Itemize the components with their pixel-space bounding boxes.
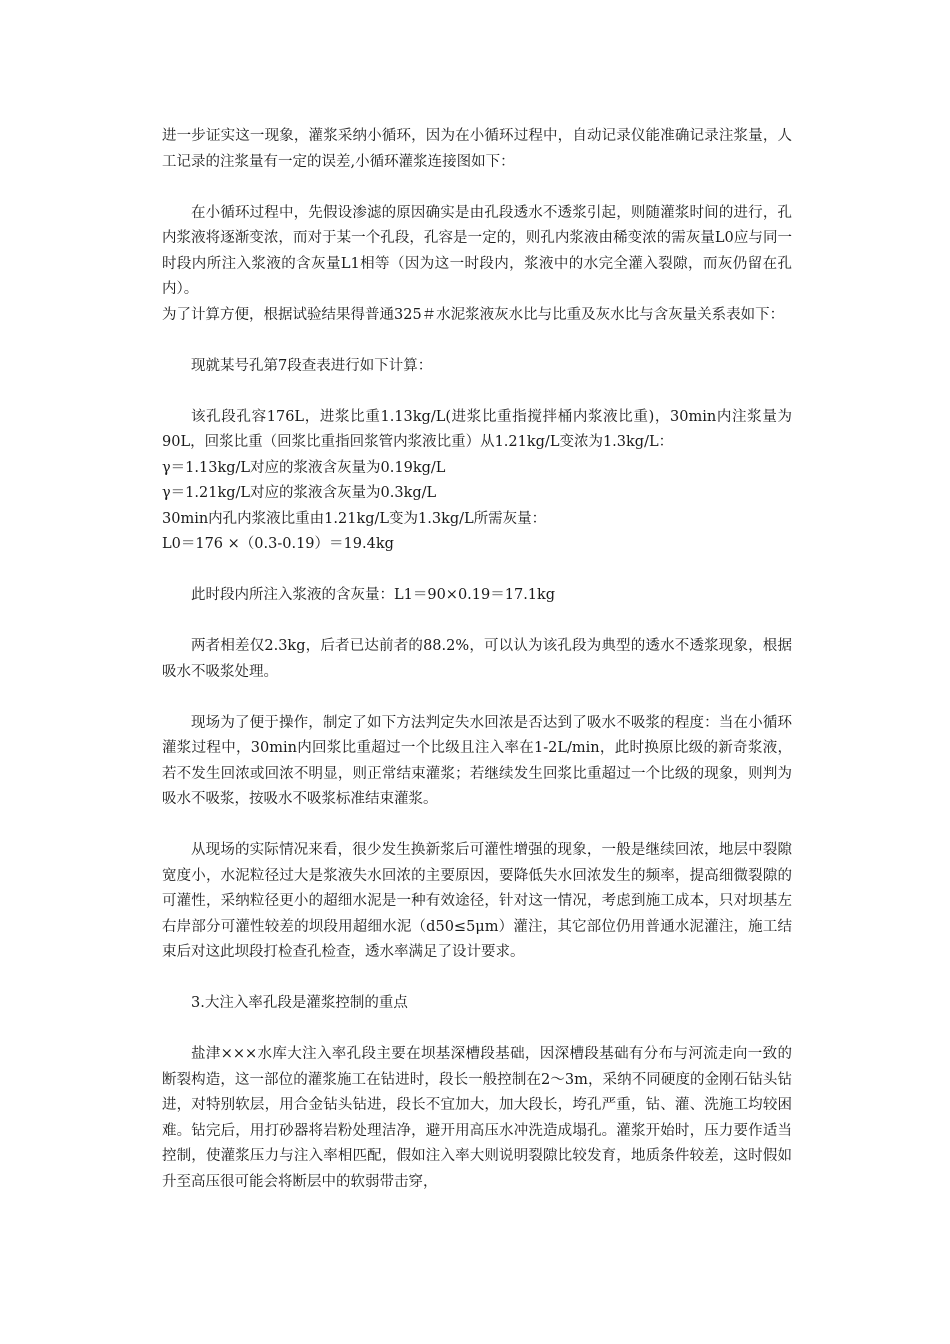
paragraph-calc-intro: 现就某号孔第7段查表进行如下计算：: [191, 357, 433, 374]
paragraph-table-intro: 为了计算方便，根据试验结果得普通325＃水泥浆液灰水比与比重及灰水比与含灰量关系表如下：: [162, 306, 785, 323]
spacer: [162, 328, 792, 354]
spacer: [162, 685, 792, 711]
paragraph-method: 现场为了便于操作，制定了如下方法判定失水回浓是否达到了吸水不吸浆的程度：当在小循环灌浆过程中，30min内回浆比重超过一个比级且注入率在1-2L/min，此时换原比级的新奇浆液，若不发生回浓或回浓不明显，则正常结束灌浆；若继续发生回浆比重超过一个比级的现象，则判为吸水不吸浆，按吸水不吸浆标准结束灌浆。: [162, 714, 792, 807]
spacer: [162, 379, 792, 405]
spacer: [162, 558, 792, 584]
formula-line: 30min内孔内浆液比重由1.21kg/L变为1.3kg/L所需灰量：: [162, 510, 547, 527]
section-heading: 3.大注入率孔段是灌浆控制的重点: [191, 995, 408, 1011]
paragraph-intro: 进一步证实这一现象，灌浆采纳小循环，因为在小循环过程中，自动记录仪能准确记录注浆量，人工记录的注浆量有一定的误差,小循环灌浆连接图如下：: [162, 128, 792, 170]
paragraph-hole-data: 该孔段孔容176L，进浆比重1.13kg/L(进浆比重指搅拌桶内浆液比重)，30min内注浆量为90L，回浆比重（回浆比重指回浆管内浆液比重）从1.21kg/L变浓为1.3kg/L：: [162, 408, 792, 450]
spacer: [162, 966, 792, 992]
paragraph-large-injection: 盐津×××水库大注入率孔段主要在坝基深槽段基础，因深槽段基础有分布与河流走向一致的断裂构造，这一部位的灌浆施工在钻进时，段长一般控制在2～3m，采纳不同硬度的金刚石钻头钻进，对特别软层，用合金钻头钻进，段长不宜加大，加大段长，垮孔严重，钻、灌、洗施工均较困难。钻完后，用打砂器将岩粉处理洁净，避开用高压水冲洗造成塌孔。灌浆开始时，压力要作适当控制，使灌浆压力与注入率相匹配，假如注入率大则说明裂隙比较发育，地质条件较差，这时假如升至高压很可能会将断层中的软弱带击穿，: [162, 1046, 792, 1190]
paragraph-observation: 从现场的实际情况来看，很少发生换新浆后可灌性增强的现象，一般是继续回浓，地层中裂隙宽度小，水泥粒径过大是浆液失水回浓的主要原因，要降低失水回浓发生的频率，提高细微裂隙的可灌性，采纳粒径更小的超细水泥是一种有效途径，针对这一情况，考虑到施工成本，只对坝基左右岸部分可灌性较差的坝段用超细水泥（d50≤5μm）灌注，其它部位仍用普通水泥灌注，施工结束后对这此坝段打检查孔检查，透水率满足了设计要求。: [162, 842, 792, 960]
paragraph-comparison: 两者相差仅2.3kg，后者已达前者的88.2%，可以认为该孔段为典型的透水不透浆现象，根据吸水不吸浆处理。: [162, 638, 792, 680]
paragraph-l1: 此时段内所注入浆液的含灰量：L1＝90×0.19＝17.1kg: [191, 587, 556, 603]
formula-line: L0＝176 ×（0.3-0.19）＝19.4kg: [162, 536, 394, 552]
spacer: [162, 1017, 792, 1043]
spacer: [162, 175, 792, 201]
formula-line: γ＝1.21kg/L对应的浆液含灰量为0.3kg/L: [162, 485, 437, 501]
spacer: [162, 813, 792, 839]
spacer: [162, 609, 792, 635]
paragraph-assumption: 在小循环过程中，先假设渗滤的原因确实是由孔段透水不透浆引起，则随灌浆时间的进行，孔内浆液将逐渐变浓，而对于某一个孔段，孔容是一定的，则孔内浆液由稀变浓的需灰量L0应与同一时段内所注入浆液的含灰量L1相等（因为这一时段内，浆液中的水完全灌入裂隙，而灰仍留在孔内）。: [162, 204, 792, 297]
document-page: [162, 124, 792, 1195]
formula-line: γ＝1.13kg/L对应的浆液含灰量为0.19kg/L: [162, 459, 446, 476]
